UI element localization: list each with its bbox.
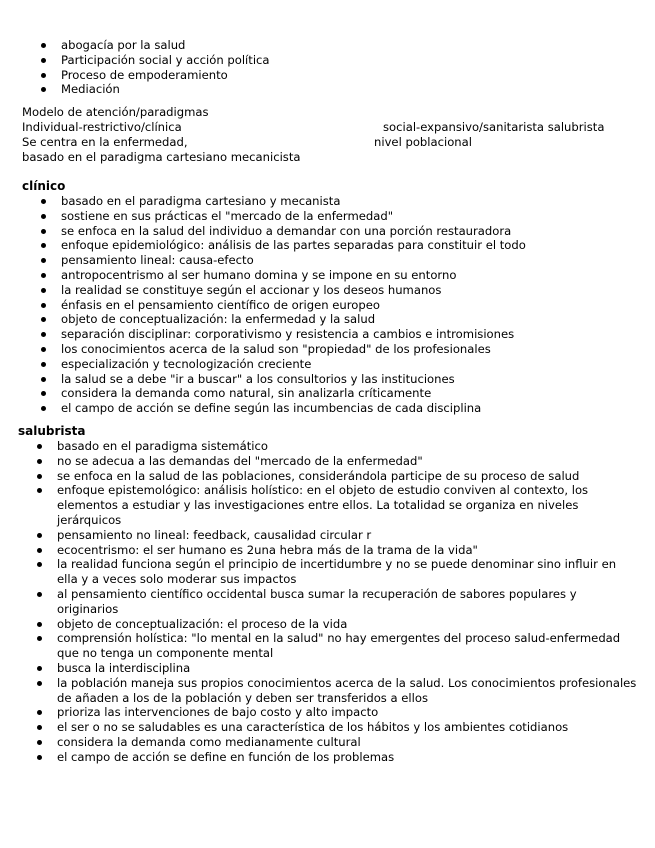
list-item: el campo de acción se define en función de los problemas [57,750,637,765]
list-item: se enfoca en la salud de las poblaciones, considerándola participe de su proceso de salud [57,469,637,484]
list-item: objeto de conceptualización: la enfermedad y la salud [61,312,621,327]
list-item: al pensamiento científico occidental busca sumar la recuperación de sabores populares y originarios [57,587,637,617]
list-item: sostiene en sus prácticas el "mercado de la enfermedad" [61,209,621,224]
list-item: basado en el paradigma sistemático [57,439,637,454]
clinico-bullet-list [61,194,621,416]
list-item: busca la interdisciplina [57,661,637,676]
list-item: considera la demanda como medianamente cultural [57,735,637,750]
list-item: basado en el paradigma cartesiano y mecanista [61,194,621,209]
list-item: pensamiento lineal: causa-efecto [61,253,621,268]
model-left-line-1: Individual-restrictivo/clínica [22,120,182,134]
list-item: ecocentrismo: el ser humano es 2una hebra más de la trama de la vida" [57,543,637,558]
model-right-line-1: social-expansivo/sanitarista salubrista [383,120,605,134]
list-item: enfoque epistemológico: análisis holístico: en el objeto de estudio conviven al contexto, los elementos a estudiar y las investigaciones entre ellos. La totalidad se organiza en niveles jerárquicos [57,483,637,527]
list-item: la población maneja sus propios conocimientos acerca de la salud. Los conocimientos profesionales de añaden a los de la población y deben ser transferidos a ellos [57,675,637,705]
model-title: Modelo de atención/paradigmas [22,105,209,119]
list-item: pensamiento no lineal: feedback, causalidad circular r [57,528,637,543]
list-item: énfasis en el pensamiento científico de origen europeo [61,298,621,313]
list-item: Participación social y acción política [61,53,621,68]
list-item: Mediación [61,82,621,97]
list-item: prioriza las intervenciones de bajo costo y alto impacto [57,705,637,720]
list-item: considera la demanda como natural, sin analizarla críticamente [61,386,621,401]
list-item: enfoque epidemiológico: análisis de las partes separadas para constituir el todo [61,238,621,253]
list-item: objeto de conceptualización: el proceso de la vida [57,617,637,632]
list-item: la salud se a debe "ir a buscar" a los consultorios y las instituciones [61,372,621,387]
salubrista-heading: salubrista [18,424,86,438]
list-item: los conocimientos acerca de la salud son "propiedad" de los profesionales [61,342,621,357]
list-item: la realidad se constituye según el accionar y los deseos humanos [61,283,621,298]
list-item: antropocentrismo al ser humano domina y se impone en su entorno [61,268,621,283]
list-item: el campo de acción se define según las incumbencias de cada disciplina [61,401,621,416]
clinico-heading: clínico [22,179,66,193]
list-item: se enfoca en la salud del individuo a demandar con una porción restauradora [61,224,621,239]
list-item: separación disciplinar: corporativismo y resistencia a cambios e intromisiones [61,327,621,342]
list-item: no se adecua a las demandas del "mercado de la enfermedad" [57,454,637,469]
list-item: comprensión holística: "lo mental en la salud" no hay emergentes del proceso salud-enfermedad que no tenga un componente mental [57,631,637,661]
model-left-line-2: Se centra en la enfermedad, [22,135,188,149]
list-item: la realidad funciona según el principio de incertidumbre y no se puede denominar sino influir en ella y a veces solo moderar sus impactos [57,557,637,587]
model-right-line-2: nivel poblacional [374,135,472,149]
list-item: abogacía por la salud [61,38,621,53]
salubrista-bullet-list [57,439,637,765]
list-item: el ser o no se saludables es una característica de los hábitos y los ambientes cotidianos [57,720,637,735]
list-item: Proceso de empoderamiento [61,68,621,83]
model-left-line-3: basado en el paradigma cartesiano mecanicista [22,150,301,164]
intro-bullet-list [61,38,621,97]
list-item: especialización y tecnologización creciente [61,357,621,372]
